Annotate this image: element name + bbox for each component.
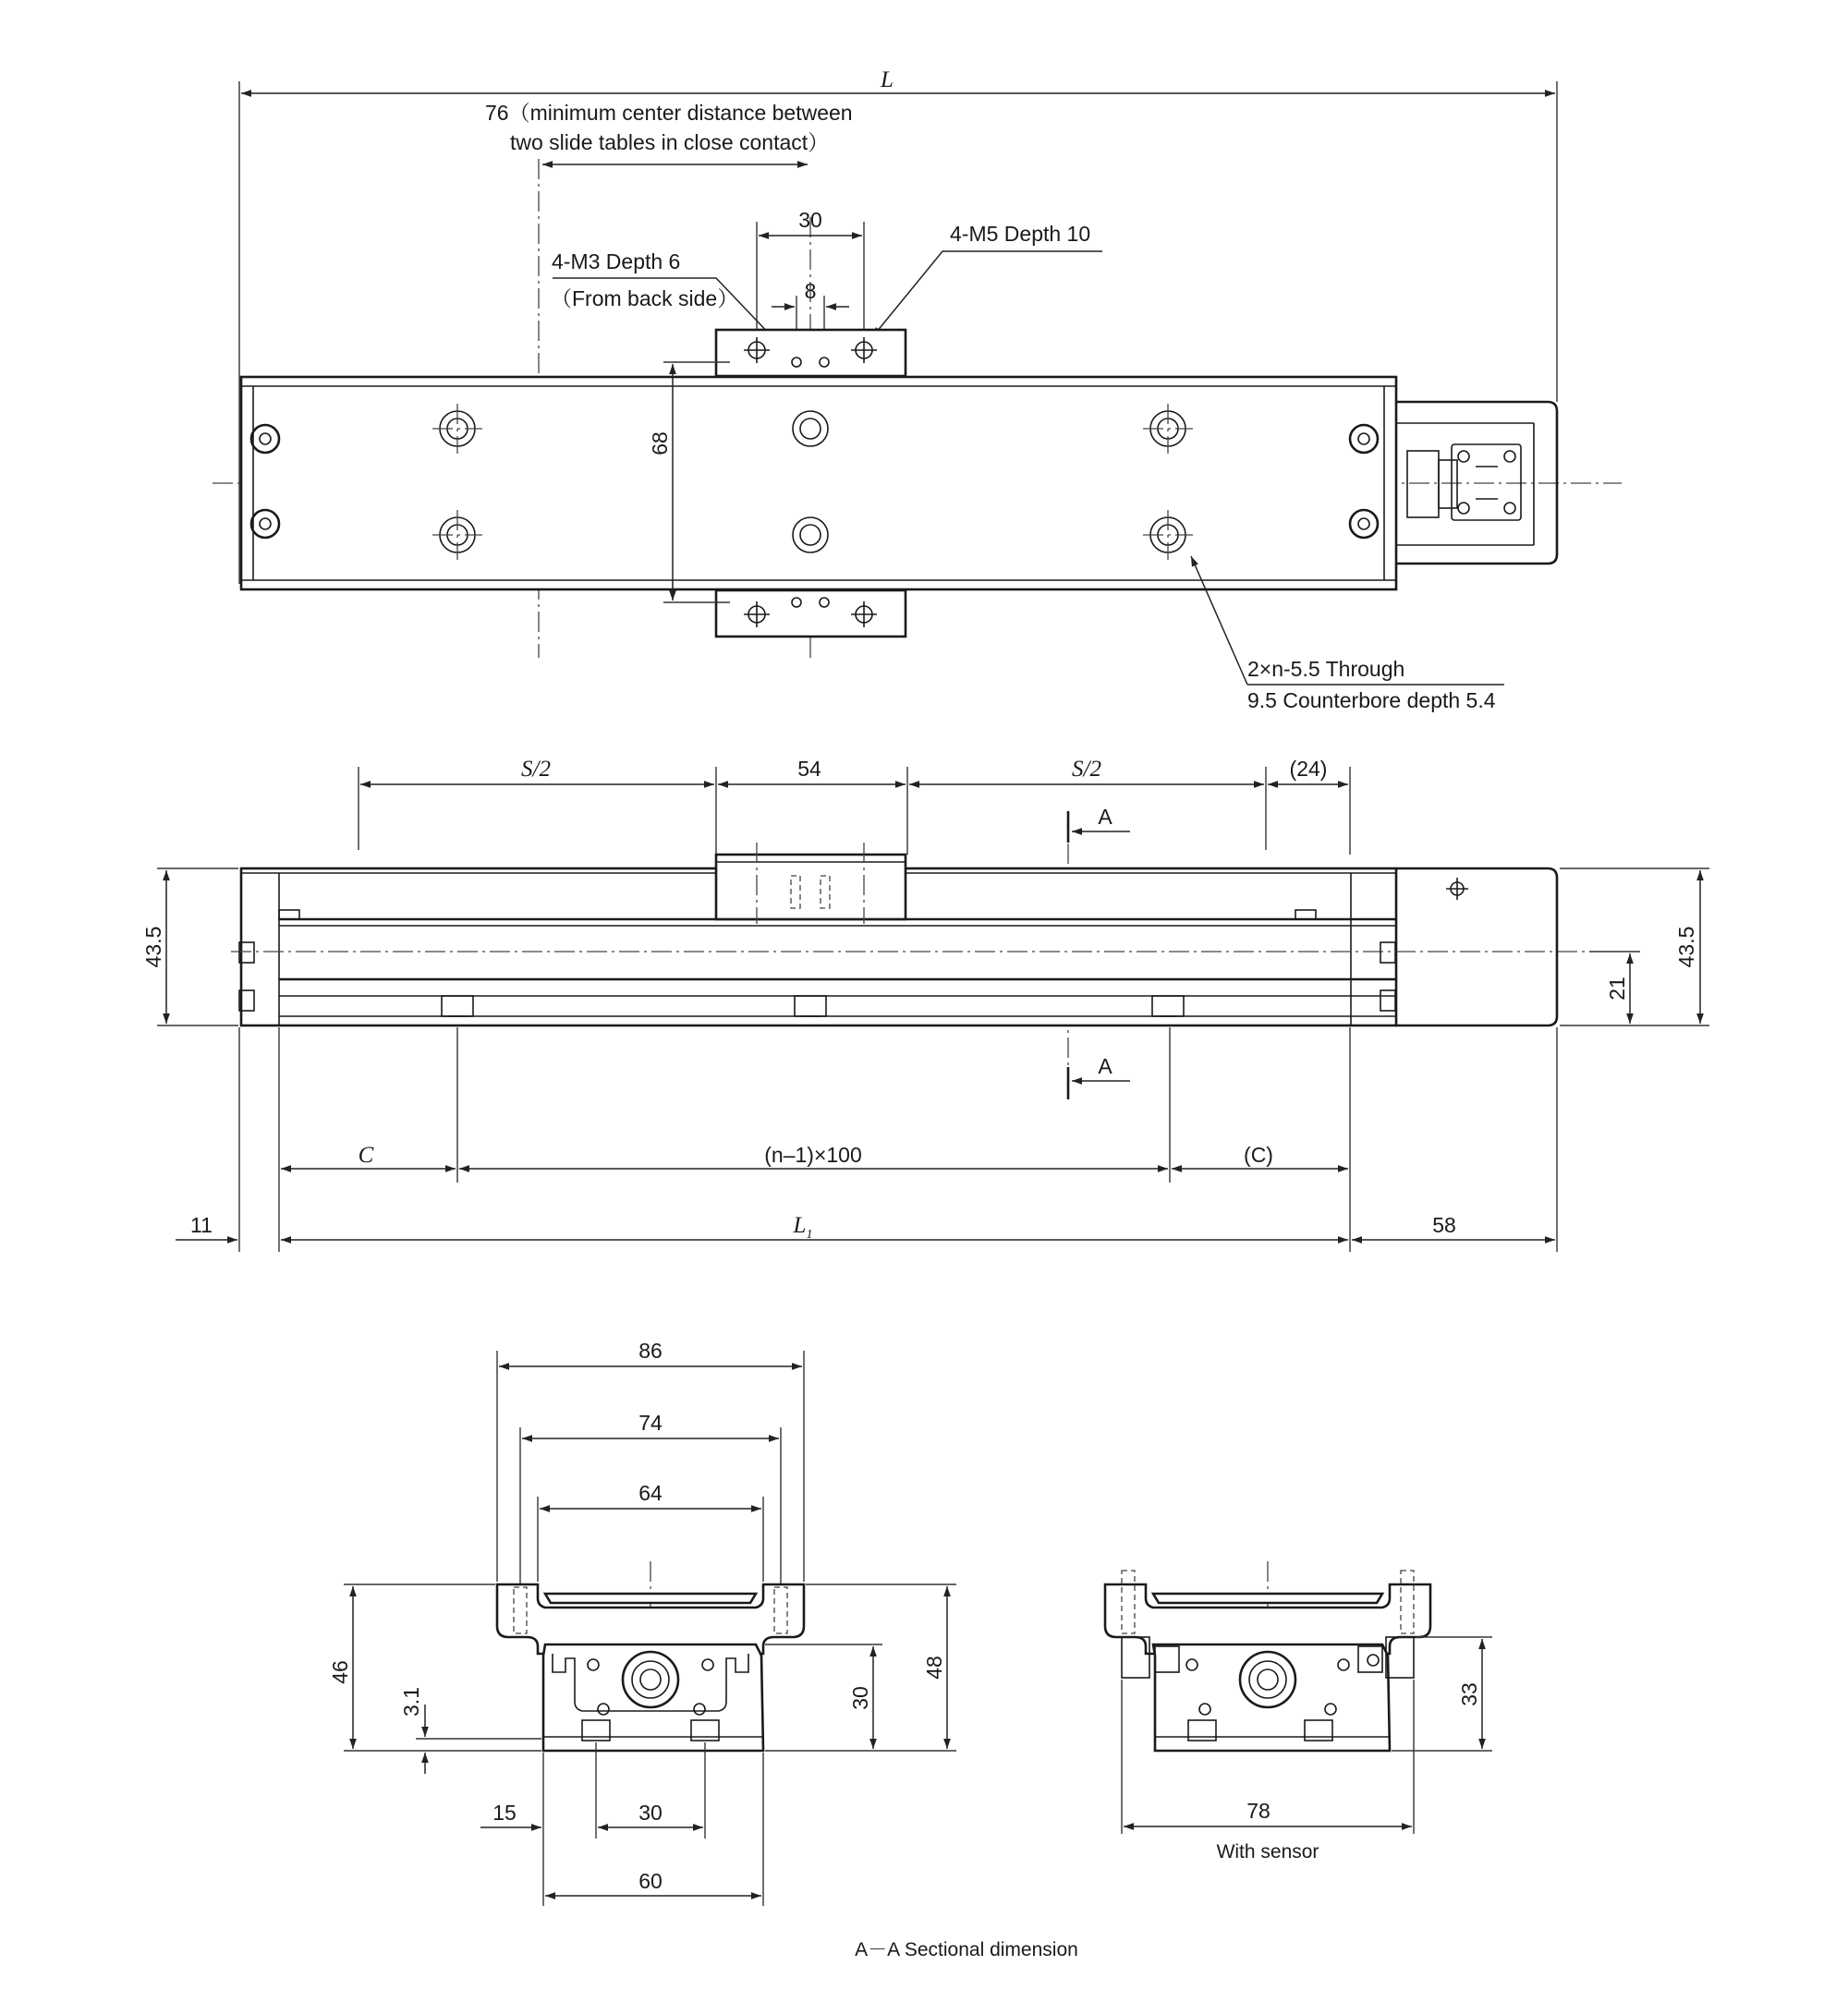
dim-46-label: 46 (328, 1660, 352, 1684)
section-profile-main (497, 1561, 804, 1751)
through-note-line1: 2×n-5.5 Through (1247, 657, 1405, 681)
through-note-line2: 9.5 Counterbore depth 5.4 (1247, 688, 1496, 712)
section-profile-with-sensor (1105, 1561, 1430, 1751)
dim-pitch-label: (n–1)×100 (764, 1143, 862, 1167)
dim-64-label: 64 (638, 1481, 663, 1505)
dim-11-label: 11 (190, 1213, 213, 1237)
dim-c-left-label: C (358, 1143, 374, 1168)
top-view (213, 67, 1622, 712)
note-76-line2: two slide tables in close contact） (510, 130, 830, 154)
dim-8-label: 8 (804, 279, 817, 303)
dim-30-vertical-label: 30 (848, 1686, 872, 1710)
dim-74-label: 74 (638, 1411, 663, 1435)
dim-33-label: 33 (1457, 1682, 1481, 1706)
dim-48-label: 48 (922, 1656, 946, 1680)
dim-L1-label: $L_1$ (793, 1213, 813, 1242)
section-view (328, 1339, 1492, 1960)
dim-43-5-left-label: 43.5 (141, 926, 165, 968)
dim-3-1-label: 3.1 (399, 1687, 423, 1717)
dim-L-label: L (881, 67, 894, 92)
actuator-body-side (231, 868, 1589, 1025)
with-sensor-label: With sensor (1216, 1841, 1319, 1863)
m5-note: 4-M5 Depth 10 (950, 222, 1091, 246)
actuator-body-top (241, 377, 1396, 589)
dim-43-5-right-label: 43.5 (1674, 926, 1698, 968)
dim-24-label: (24) (1289, 757, 1328, 781)
dim-60-label: 60 (638, 1869, 663, 1893)
dim-54-label: 54 (797, 757, 821, 781)
section-a-top-label: A (1098, 805, 1112, 829)
slide-table-top (716, 330, 906, 376)
motor-block-side (1396, 868, 1557, 1025)
dim-30-label: 30 (798, 208, 822, 232)
side-view (141, 757, 1709, 1252)
dim-78-label: 78 (1246, 1799, 1270, 1823)
section-caption: A－A Sectional dimension (855, 1939, 1078, 1960)
m3-note-line1: 4-M3 Depth 6 (552, 249, 681, 273)
dim-58-label: 58 (1432, 1213, 1456, 1237)
dim-68-label: 68 (648, 431, 672, 455)
dim-s2-left-label: S/2 (521, 757, 551, 782)
dim-s2-right-label: S/2 (1072, 757, 1101, 782)
dim-21-label: 21 (1605, 977, 1629, 1001)
note-76-line1: 76（minimum center distance between (485, 101, 853, 125)
slide-table-bottom (716, 590, 906, 637)
m3-note-line2: （From back side） (551, 286, 739, 310)
dim-86-label: 86 (638, 1339, 663, 1363)
dim-c-right-label: (C) (1244, 1143, 1273, 1167)
section-a-bottom-label: A (1098, 1054, 1112, 1078)
dim-30-horizontal-label: 30 (638, 1801, 663, 1825)
dim-15-label: 15 (492, 1801, 517, 1825)
slide-table-side (716, 843, 906, 924)
